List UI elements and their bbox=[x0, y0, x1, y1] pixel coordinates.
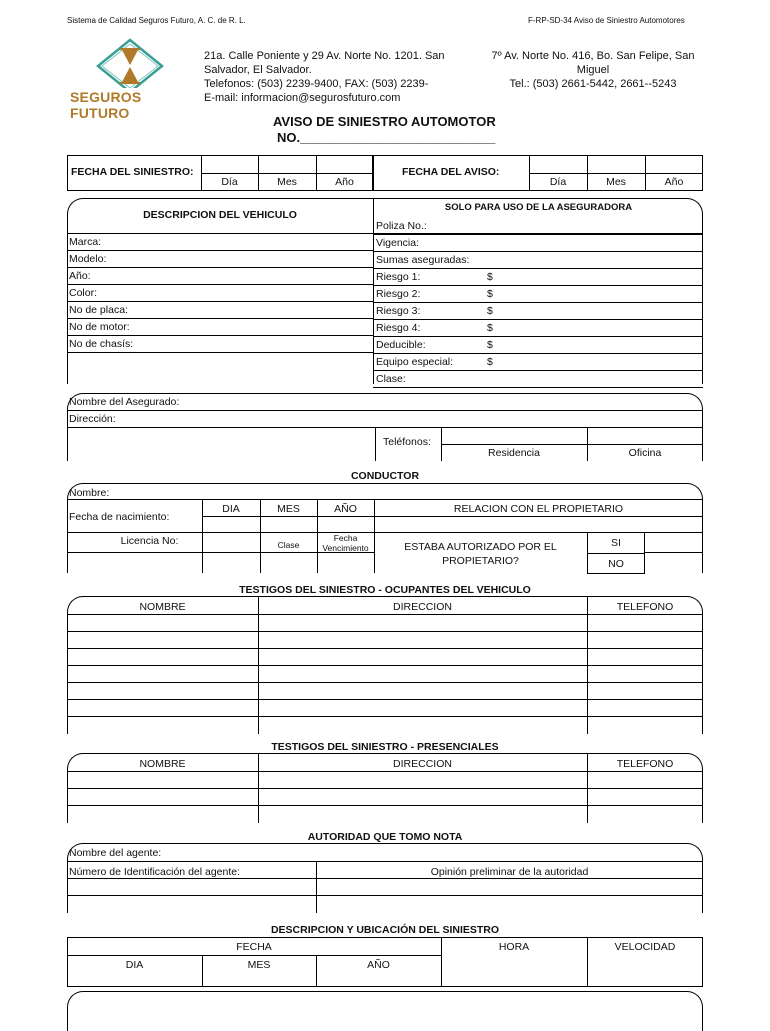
ocupantes-nombre-cell[interactable] bbox=[68, 632, 258, 648]
logo-emblem bbox=[66, 38, 194, 88]
descripcion-siniestro-box[interactable] bbox=[67, 991, 703, 1031]
nacimiento-mes-input[interactable] bbox=[261, 517, 317, 532]
aseguradora-field-input[interactable] bbox=[470, 320, 702, 336]
nacimiento-dia-header: DIA bbox=[222, 503, 240, 515]
aseguradora-field-input[interactable] bbox=[470, 303, 702, 319]
fecha-siniestro-mes: Mes bbox=[277, 176, 297, 188]
address-line: E-mail: informacion@segurosfuturo.com bbox=[204, 92, 401, 104]
agente-nombre-label: Nombre del agente: bbox=[69, 847, 162, 859]
testigos-presenciales-heading: TESTIGOS DEL SINIESTRO - PRESENCIALES bbox=[271, 741, 499, 753]
logo-text: SEGUROS FUTURO bbox=[70, 89, 142, 121]
telefono-residencia-label: Residencia bbox=[488, 447, 540, 459]
opinion-autoridad-label: Opinión preliminar de la autoridad bbox=[430, 866, 589, 878]
presenciales-direccion-header: DIRECCION bbox=[393, 758, 452, 770]
currency-symbol: $ bbox=[487, 305, 493, 317]
ocupantes-nombre-header: NOMBRE bbox=[139, 601, 186, 613]
document-code: F-RP-SD-34 Aviso de Siniestro Automotores bbox=[528, 16, 685, 25]
ubicacion-mes-header: MES bbox=[247, 959, 271, 971]
nacimiento-anio-header: AÑO bbox=[334, 503, 357, 515]
ocupantes-direccion-cell[interactable] bbox=[259, 649, 587, 665]
aseguradora-field-input[interactable] bbox=[470, 286, 702, 302]
telefono-oficina-label: Oficina bbox=[628, 447, 662, 459]
aseguradora-field-label: Sumas aseguradas: bbox=[376, 254, 470, 266]
aseguradora-field-label: Riesgo 2: bbox=[376, 288, 421, 300]
vehiculo-row-line bbox=[67, 352, 373, 353]
aseguradora-field-input[interactable] bbox=[470, 337, 702, 353]
licencia-input[interactable] bbox=[68, 553, 202, 572]
aseguradora-heading: SOLO PARA USO DE LA ASEGURADORA bbox=[444, 202, 633, 213]
licencia-vencimiento-label: Fecha Vencimiento bbox=[322, 533, 369, 553]
vehiculo-field-input[interactable] bbox=[150, 336, 372, 352]
address-line: Miguel bbox=[576, 64, 610, 76]
fecha-siniestro-anio: Año bbox=[335, 176, 354, 188]
autorizado-no[interactable]: NO bbox=[608, 558, 624, 570]
presenciales-nombre-header: NOMBRE bbox=[139, 758, 186, 770]
ocupantes-telefono-cell[interactable] bbox=[588, 632, 702, 648]
fecha-aviso-dia-input[interactable] bbox=[530, 156, 587, 173]
nacimiento-anio-input[interactable] bbox=[318, 517, 374, 532]
licencia-clase-label: Clase bbox=[277, 540, 300, 550]
opinion-autoridad-input[interactable] bbox=[317, 879, 702, 912]
company-logo bbox=[66, 38, 194, 121]
vehiculo-field-input[interactable] bbox=[150, 285, 372, 301]
agente-identificacion-input[interactable] bbox=[68, 879, 316, 895]
ocupantes-telefono-cell[interactable] bbox=[588, 700, 702, 716]
vehiculo-field-label: Marca: bbox=[69, 236, 102, 248]
presenciales-direccion-cell[interactable] bbox=[259, 789, 587, 805]
form-title: AVISO DE SINIESTRO AUTOMOTOR bbox=[273, 114, 496, 129]
aseguradora-field-input[interactable] bbox=[470, 354, 702, 370]
conductor-nombre-label: Nombre: bbox=[69, 487, 110, 499]
aseguradora-field-input[interactable] bbox=[470, 252, 702, 268]
ocupantes-telefono-cell[interactable] bbox=[588, 649, 702, 665]
address-line: Salvador, El Salvador. bbox=[204, 64, 312, 76]
aseguradora-field-label: Riesgo 1: bbox=[376, 271, 421, 283]
currency-symbol: $ bbox=[487, 322, 493, 334]
autorizado-extra-cell bbox=[645, 532, 703, 553]
presenciales-nombre-cell[interactable] bbox=[68, 772, 258, 788]
aseguradora-row-line bbox=[373, 387, 703, 388]
fecha-aviso-label: FECHA DEL AVISO: bbox=[402, 166, 500, 178]
presenciales-nombre-cell[interactable] bbox=[68, 806, 258, 822]
asegurado-nombre-label: Nombre del Asegurado: bbox=[69, 396, 180, 408]
ubicacion-heading: DESCRIPCION Y UBICACIÓN DEL SINIESTRO bbox=[270, 924, 500, 936]
agente-nombre-input[interactable] bbox=[168, 844, 702, 860]
vehiculo-field-input[interactable] bbox=[150, 268, 372, 284]
address-main bbox=[204, 49, 445, 105]
fecha-aviso-mes-input[interactable] bbox=[588, 156, 645, 173]
presenciales-direccion-cell[interactable] bbox=[259, 772, 587, 788]
autoridad-heading: AUTORIDAD QUE TOMO NOTA bbox=[307, 831, 463, 843]
vehiculo-field-label: Modelo: bbox=[69, 253, 107, 265]
presenciales-nombre-cell[interactable] bbox=[68, 789, 258, 805]
address-line: Tel.: (503) 2661-5442, 2661--5243 bbox=[509, 78, 677, 90]
ubicacion-hora-input[interactable] bbox=[442, 956, 587, 986]
aseguradora-field-label: Clase: bbox=[376, 373, 406, 385]
company-line: Sistema de Calidad Seguros Futuro, A. C. de R. L. bbox=[67, 16, 246, 25]
ocupantes-direccion-cell[interactable] bbox=[259, 632, 587, 648]
address-line: Telefonos: (503) 2239-9400, FAX: (503) 2239- bbox=[204, 78, 429, 90]
aseguradora-field-label: Vigencia: bbox=[376, 237, 420, 249]
ocupantes-nombre-cell[interactable] bbox=[68, 615, 258, 631]
ocupantes-nombre-cell[interactable] bbox=[68, 683, 258, 699]
fecha-siniestro-mes-input[interactable] bbox=[259, 156, 316, 173]
aseguradora-field-input[interactable] bbox=[470, 235, 702, 251]
address-line: 7º Av. Norte No. 416, Bo. San Felipe, San bbox=[491, 50, 695, 62]
asegurado-telefonos-label: Teléfonos: bbox=[383, 436, 431, 448]
fecha-siniestro-dia-input[interactable] bbox=[202, 156, 258, 173]
aseguradora-field-label: Deducible: bbox=[376, 339, 426, 351]
testigos-ocupantes-heading: TESTIGOS DEL SINIESTRO - OCUPANTES DEL VEHICULO bbox=[239, 584, 531, 596]
address-line: 21a. Calle Poniente y 29 Av. Norte No. 1201. San bbox=[204, 50, 445, 62]
fecha-siniestro-label: FECHA DEL SINIESTRO: bbox=[71, 166, 194, 178]
conductor-nombre-input[interactable] bbox=[112, 484, 702, 499]
ocupantes-telefono-cell[interactable] bbox=[588, 717, 702, 733]
telefono-oficina-input[interactable] bbox=[588, 428, 703, 444]
ocupantes-telefono-cell[interactable] bbox=[588, 666, 702, 682]
address-branch bbox=[478, 49, 708, 91]
nacimiento-dia-input[interactable] bbox=[203, 517, 260, 532]
telefono-residencia-input[interactable] bbox=[442, 428, 587, 444]
autorizado-question: ESTABA AUTORIZADO POR EL PROPIETARIO? bbox=[404, 541, 557, 567]
licencia-vencimiento-input[interactable] bbox=[318, 553, 374, 572]
conductor-heading: CONDUCTOR bbox=[350, 470, 420, 482]
vehiculo-field-label: No de placa: bbox=[69, 304, 128, 316]
presenciales-telefono-header: TELEFONO bbox=[616, 758, 674, 770]
asegurado-nombre-input[interactable] bbox=[190, 394, 702, 409]
form-number: NO.___________________________ bbox=[277, 130, 496, 145]
ubicacion-hora-header: HORA bbox=[498, 941, 530, 953]
ubicacion-anio-header: AÑO bbox=[367, 959, 390, 971]
licencia-clase-input[interactable] bbox=[261, 553, 317, 572]
vehiculo-field-label: No de chasís: bbox=[69, 338, 134, 350]
ocupantes-telefono-cell[interactable] bbox=[588, 615, 702, 631]
aseguradora-field-label: Equipo especial: bbox=[376, 356, 454, 368]
nacimiento-mes-header: MES bbox=[277, 503, 300, 515]
aseguradora-field-input[interactable] bbox=[470, 371, 702, 387]
vehiculo-field-input[interactable] bbox=[150, 234, 372, 250]
aseguradora-field-label: Riesgo 3: bbox=[376, 305, 421, 317]
vehiculo-field-input[interactable] bbox=[150, 251, 372, 267]
vehiculo-field-label: Color: bbox=[69, 287, 98, 299]
fecha-siniestro-anio-input[interactable] bbox=[317, 156, 373, 173]
vehiculo-field-input[interactable] bbox=[150, 302, 372, 318]
aseguradora-field-input[interactable] bbox=[470, 218, 702, 234]
ocupantes-nombre-cell[interactable] bbox=[68, 700, 258, 716]
ubicacion-velocidad-input[interactable] bbox=[588, 956, 702, 986]
ocupantes-direccion-cell[interactable] bbox=[259, 683, 587, 699]
autorizado-si[interactable]: SI bbox=[611, 537, 621, 549]
ocupantes-nombre-cell[interactable] bbox=[68, 666, 258, 682]
ocupantes-direccion-cell[interactable] bbox=[259, 615, 587, 631]
ocupantes-telefono-header: TELEFONO bbox=[616, 601, 674, 613]
asegurado-direccion-label: Dirección: bbox=[69, 413, 116, 425]
vehiculo-heading: DESCRIPCION DEL VEHICULO bbox=[143, 209, 297, 221]
fecha-aviso-dia: Día bbox=[549, 176, 567, 188]
fecha-nacimiento-label: Fecha de nacimiento: bbox=[69, 511, 170, 523]
relacion-propietario-input[interactable] bbox=[375, 517, 702, 532]
ocupantes-direccion-cell[interactable] bbox=[259, 666, 587, 682]
ubicacion-velocidad-header: VELOCIDAD bbox=[614, 941, 676, 953]
vehiculo-field-input[interactable] bbox=[150, 319, 372, 335]
ocupantes-direccion-cell[interactable] bbox=[259, 717, 587, 733]
fecha-aviso-anio: Año bbox=[664, 176, 684, 188]
fecha-siniestro-dia: Día bbox=[221, 176, 238, 188]
agente-identificacion-label: Número de Identificación del agente: bbox=[69, 866, 241, 878]
licencia-label: Licencia No: bbox=[120, 535, 179, 547]
currency-symbol: $ bbox=[487, 356, 493, 368]
ocupantes-direccion-header: DIRECCION bbox=[393, 601, 452, 613]
fecha-aviso-anio-input[interactable] bbox=[646, 156, 703, 173]
ocupantes-direccion-cell[interactable] bbox=[259, 700, 587, 716]
relacion-propietario-header: RELACION CON EL PROPIETARIO bbox=[453, 503, 624, 515]
ocupantes-telefono-cell[interactable] bbox=[588, 683, 702, 699]
presenciales-telefono-cell[interactable] bbox=[588, 789, 702, 805]
vehiculo-field-label: Año: bbox=[69, 270, 91, 282]
ubicacion-fecha-header: FECHA bbox=[236, 941, 272, 953]
ubicacion-dia-header: DIA bbox=[125, 959, 144, 971]
presenciales-telefono-cell[interactable] bbox=[588, 806, 702, 822]
aseguradora-field-label: Poliza No.: bbox=[376, 220, 427, 232]
ocupantes-nombre-cell[interactable] bbox=[68, 649, 258, 665]
aseguradora-field-label: Riesgo 4: bbox=[376, 322, 421, 334]
currency-symbol: $ bbox=[487, 271, 493, 283]
currency-symbol: $ bbox=[487, 288, 493, 300]
vehiculo-field-label: No de motor: bbox=[69, 321, 130, 333]
ocupantes-nombre-cell[interactable] bbox=[68, 717, 258, 733]
presenciales-telefono-cell[interactable] bbox=[588, 772, 702, 788]
aseguradora-field-input[interactable] bbox=[470, 269, 702, 285]
fecha-aviso-mes: Mes bbox=[606, 176, 626, 188]
asegurado-direccion-input[interactable] bbox=[124, 411, 702, 426]
currency-symbol: $ bbox=[487, 339, 493, 351]
presenciales-direccion-cell[interactable] bbox=[259, 806, 587, 822]
